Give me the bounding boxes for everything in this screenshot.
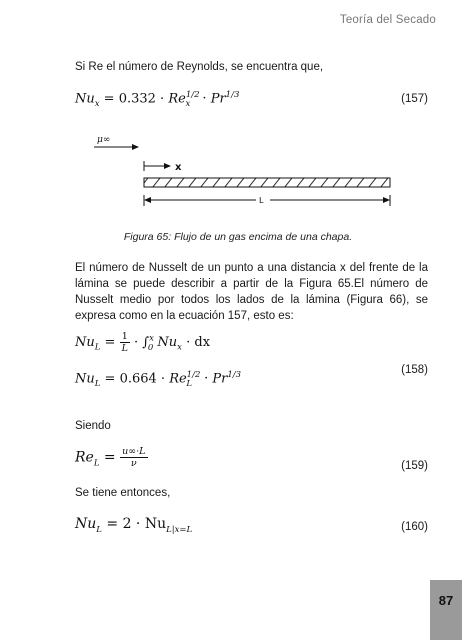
x-axis-label: x: [175, 162, 182, 173]
plate: [144, 178, 390, 187]
equation-158-integral: $Nu_L$ = $\frac{1}{L}$ · ∫$^x_0$ $Nu_x$ · dx: [75, 331, 211, 354]
page-number: 87: [438, 593, 454, 608]
equation-number-160: (160): [401, 521, 428, 533]
equation-157: $Nu_x = 0.332 \cdot Re^{1/2}_x \cdot Pr^{1/3}$: [75, 90, 240, 109]
equation-159: $Re_L$ = $\frac{u\infty\cdot L}{\nu}$: [75, 446, 146, 469]
siendo-text: Siendo: [75, 420, 111, 432]
tiene-entonces-text: Se tiene entonces,: [75, 487, 171, 499]
nusselt-paragraph: El número de Nusselt de un punto a una distancia x del frente de la lámina se puede describir a partir de la Figura 65.El número de Nusselt medio por todos los lados de la lámina (Figura 66), se expresa como en la ecuación 157, esto es:: [75, 262, 428, 322]
freestream-velocity-label: μ∞: [97, 135, 111, 145]
equation-number-159: (159): [401, 460, 428, 472]
equation-number-157: (157): [401, 93, 428, 105]
page-number-tab: [430, 580, 462, 640]
figure-caption: Figura 65: Flujo de un gas encima de una chapa.: [123, 231, 353, 243]
running-header: Teoría del Secado: [339, 14, 436, 26]
figure-65-plate-flow: [90, 128, 410, 223]
intro-paragraph: Si Re el número de Reynolds, se encuentra que,: [75, 61, 324, 73]
equation-160: $Nu_L = 2 \cdot Nu_{L|x=L}$: [75, 516, 193, 535]
equation-158-result: $Nu_L = 0.664 \cdot Re^{1/2}_L \cdot Pr^{1/3}$: [75, 370, 242, 389]
length-label: L: [259, 196, 264, 205]
equation-number-158: (158): [401, 364, 428, 376]
